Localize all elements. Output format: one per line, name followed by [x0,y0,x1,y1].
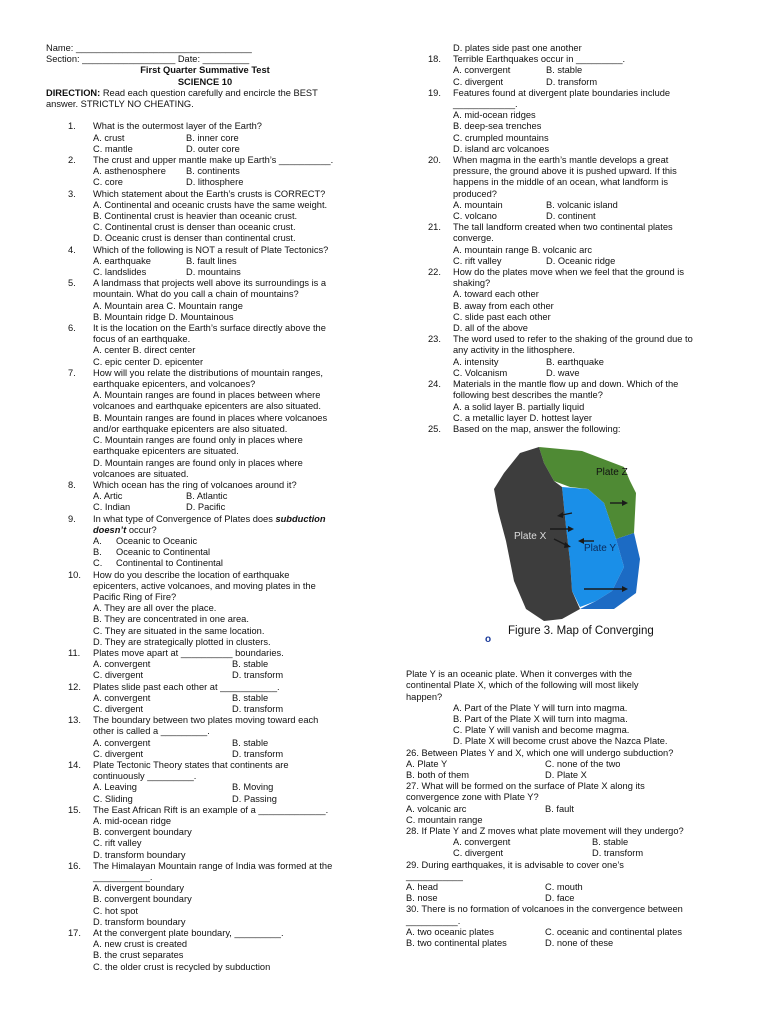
option: C. volcano [453,211,497,222]
option: C. Volcanism [453,367,508,378]
option: A. Leaving [93,782,137,793]
section-date-line: Section: __________________ Date: _________ [46,54,250,65]
q25-option: D. Plate X will become crust above the Nazca Plate. [453,736,668,747]
question-line: D. island arc volcanoes [453,143,550,154]
question-number: 20. [428,155,441,166]
question-line: A. new crust is created [93,939,188,950]
option: D. none of these [545,937,614,948]
option: B. stable [232,692,269,703]
option: A. convergent [93,692,151,703]
option: D. transform [232,670,284,681]
option: A. two oceanic plates [406,926,494,937]
option: A. convergent [453,65,511,76]
option: A. convergent [93,659,151,670]
question-line: A. Mountain area C. Mountain range [93,300,243,311]
questions-18-25 [406,54,731,435]
question-number: 2. [68,155,76,166]
question-line: D. all of the above [453,323,528,334]
question-line: happens in the middle of an ocean, what landform is [453,177,668,188]
question-25 [406,424,731,435]
map-caption: Figure 3. Map of Converging [508,625,654,638]
option: B. fault [545,803,574,814]
left-column [46,43,364,973]
q9-option [46,547,364,558]
question-line: following best describes the mantle? [453,390,603,401]
question-number: 6. [68,323,76,334]
q30-option-row [406,938,731,949]
option-row [406,200,731,211]
q29-option-row [406,893,731,904]
question-line: Pacific Ring of Fire? [93,591,177,602]
option: D. outer core [186,143,240,154]
question-21 [406,222,731,256]
q25-option: A. Part of the Plate Y will turn into magma. [453,702,628,713]
option: B. nose [406,893,438,904]
question-line: It is the location on the Earth’s surface directly above the [93,323,326,334]
option: B. inner core [186,132,239,143]
question-line: C. Continental crust is denser than oceanic crust. [93,222,296,233]
option-row [46,502,364,513]
question-10 [46,570,364,648]
option: B. earthquake [546,356,604,367]
question-number: 24. [428,379,441,390]
question-12 [46,682,364,693]
option: A. Plate Y [406,758,448,769]
option: C. divergent [93,748,144,759]
option: C. Indian [93,502,131,513]
option: A. crust [93,132,125,143]
option: C. mouth [545,881,583,892]
option-row [46,738,364,749]
option: B. fault lines [186,255,237,266]
plate-map-figure [484,441,684,649]
option-row [46,267,364,278]
question-line: converge. [453,233,494,244]
q29-text: ___________ [406,870,463,881]
option-text: Oceanic to Continental [116,547,211,558]
plate-y-label: Plate Y [584,543,617,555]
option: B. continents [186,166,240,177]
option-row [46,144,364,155]
option-row [406,256,731,267]
question-line: mountain. What do you call a chain of mountains? [93,289,299,300]
question-line: volcanoes are situated. [93,468,189,479]
option: B. stable [232,737,269,748]
option-text: Oceanic to Oceanic [116,535,198,546]
option: A. intensity [453,356,499,367]
option-row [406,65,731,76]
question-number: 4. [68,244,76,255]
option: C. core [93,177,123,188]
question-15 [46,805,364,861]
question-line: shaking? [453,278,491,289]
option: C. divergent [93,670,144,681]
option: A. convergent [453,837,511,848]
question-line: continuously _________. [93,771,197,782]
option-row [406,357,731,368]
question-line: A. Continental and oceanic crusts have the same weight. [93,199,328,210]
question-line: B. They are concentrated in one area. [93,614,249,625]
question-line: A. mid-ocean ridges [453,110,536,121]
q29-text: 29. During earthquakes, it is advisable to cover one’s [406,859,624,870]
option-row [46,704,364,715]
question-line: The crust and upper mantle make up Earth’s __________. [93,155,334,166]
question-number: 17. [68,928,81,939]
question-8 [46,480,364,491]
option: C. landslides [93,267,147,278]
option: A. earthquake [93,255,151,266]
question-line: B. convergent boundary [93,894,192,905]
option-row [46,491,364,502]
question-line: Which statement about the Earth’s crusts is CORRECT? [93,188,326,199]
question-line: C. Mountain ranges are found only in places where [93,435,303,446]
q30-text: __________. [406,915,461,926]
option: D. transform [592,848,644,859]
option: C. Sliding [93,793,133,804]
option-row [406,211,731,222]
q25-option: B. Part of the Plate X will turn into magma. [453,713,628,724]
question-line: A. Mountain ranges are found in places between where [93,390,321,401]
option-row [46,670,364,681]
question-11 [46,648,364,659]
question-22 [406,267,731,334]
question-line: D. Oceanic crust is denser than continental crust. [93,233,296,244]
question-line: earthquake epicenters, and volcanoes? [93,379,256,390]
q27-text: convergence zone with Plate Y? [406,792,539,803]
option-row [46,256,364,267]
question-number: 19. [428,87,441,98]
option-row [406,77,731,88]
question-number: 7. [68,367,76,378]
option: B. two continental plates [406,937,507,948]
question-number: 11. [68,647,81,658]
question-line: earthquake epicenters are situated. [93,446,239,457]
q26-option-row [406,770,731,781]
question-line: The boundary between two plates moving toward each [93,715,319,726]
question-line: How will you relate the distributions of mountain ranges, [93,367,323,378]
question-9: 9. In what type of Convergence of Plates does subduction doesn’t occur? [68,513,326,535]
question-number: 13. [68,715,81,726]
question-line: Plates slide past each other at ___________. [93,681,280,692]
question-number: 12. [68,681,81,692]
question-line: How do the plates move when we feel that the ground is [453,267,685,278]
q9-option [46,536,364,547]
option: D. wave [546,367,580,378]
question-7 [46,368,364,480]
question-line: pressure, the ground above it is pushed upward. If this [453,166,677,177]
option: B. stable [232,659,269,670]
direction-line: DIRECTION: Read each question carefully and encircle the BEST [46,87,318,98]
question-line: A. mid-ocean ridge [93,816,172,826]
question-line: focus of an earthquake. [93,334,191,345]
option: B. stable [546,65,583,76]
option-row [46,782,364,793]
q28-option-row [406,848,731,859]
option: D. lithosphere [186,177,244,188]
option: D. Plate X [545,769,587,780]
question-14 [46,760,364,782]
question-number: 10. [68,569,81,580]
question-line: Based on the map, answer the following: [453,423,621,434]
question-number: 14. [68,759,81,770]
option-row [46,177,364,188]
option: B. volcanic island [546,199,618,210]
map-mark: o [485,634,492,646]
question-line: C. epic center D. epicenter [93,356,204,367]
q25-text: continental Plate X, which of the following will most likely [406,680,639,691]
question-24 [406,379,731,424]
question-line: What is the outermost layer of the Earth? [93,121,262,132]
option-letter: A. [93,535,102,546]
question-line: The word used to refer to the shaking of the ground due to [453,334,693,345]
option: C. divergent [453,848,504,859]
option: D. transform [232,703,284,714]
question-line: D. They are strategically plotted in clusters. [93,636,271,647]
q26-option-row [406,759,731,770]
question-line: Which ocean has the ring of volcanoes around it? [93,479,297,490]
question-line: A. They are all over the place. [93,603,217,614]
question-line: B. convergent boundary [93,827,192,838]
question-line: Plates move apart at __________ boundaries. [93,647,284,658]
question-line: Terrible Earthquakes occur in _________. [453,54,626,65]
question-line: produced? [453,188,497,199]
question-number: 1. [68,121,76,132]
q25-text: happen? [406,691,443,702]
option-letter: C. [93,558,103,569]
plate-z-label: Plate Z [596,467,628,479]
question-line: A landmass that projects well above its surroundings is a [93,278,327,289]
q29-option-row [406,882,731,893]
question-line: B. the crust separates [93,950,184,961]
question-line: The Himalayan Mountain range of India was formed at the [93,860,333,871]
question-number: 5. [68,278,76,289]
question-number: 3. [68,188,76,199]
questions-25-30 [406,669,731,949]
option-row [46,693,364,704]
question-line: Materials in the mantle flow up and down. Which of the [453,379,679,390]
question-5 [46,278,364,323]
question-line: C. the older crust is recycled by subduction [93,961,271,972]
question-number: 8. [68,479,76,490]
option-row [406,368,731,379]
option: A. Artic [93,491,123,502]
question-line: other is called a _________. [93,726,210,737]
option: B. Moving [232,782,274,793]
option: A. volcanic arc [406,803,467,814]
q30-text: 30. There is no formation of volcanoes in the convergence between [406,904,683,915]
q9-option [46,558,364,569]
q25-text: Plate Y is an oceanic plate. When it converges with the [406,669,633,680]
question-20 [406,155,731,200]
option: D. transform [232,748,284,759]
question-23 [406,334,731,356]
question-number: 18. [428,54,441,65]
option: D. mountains [186,267,241,278]
option-row [46,659,364,670]
q27-text: 27. What will be formed on the surface of Plate X along its [406,781,645,792]
question-6 [46,323,364,368]
question-9-options [46,536,364,570]
option: D. continent [546,211,596,222]
name-line: Name: __________________________________ [46,43,252,53]
question-line: C. crumpled mountains [453,132,549,143]
test-subject: SCIENCE 10 [177,76,233,87]
option: C. oceanic and continental plates [545,926,682,937]
question-line: Plate Tectonic Theory states that continents are [93,759,289,770]
option: A. convergent [93,737,151,748]
question-line: volcanoes and earthquake epicenters are also situated. [93,401,321,412]
option: D. Oceanic ridge [546,255,616,266]
option-row [46,133,364,144]
question-line: D. transform boundary [93,849,186,860]
question-line: B. Mountain ranges are found in places where volcanoes [93,412,328,423]
question-13 [46,715,364,737]
question-line: When magma in the earth’s mantle develops a great [453,155,669,166]
question-line: D. transform boundary [93,916,186,927]
option: D. Passing [232,793,277,804]
question-line: any activity in the lithosphere. [453,345,575,356]
question-18 [406,54,731,65]
q26-text: 26. Between Plates Y and X, which one will undergo subduction? [406,747,674,758]
direction-line-2: answer. STRICTLY NO CHEATING. [46,99,194,110]
q17-option-d: D. plates side past one another [453,43,582,53]
option: C. none of the two [545,758,621,769]
option-row [46,749,364,760]
option-letter: B. [93,547,102,558]
question-2 [46,155,364,166]
option: A. asthenosphere [93,166,166,177]
question-line: B. deep-sea trenches [453,121,542,132]
option: B. Atlantic [186,491,228,502]
option: D. face [545,893,575,904]
question-line: C. a metallic layer D. hottest layer [453,412,592,423]
question-line: D. Mountain ranges are found only in places where [93,457,303,468]
question-number: 16. [68,860,81,871]
q27-option: C. mountain range [406,814,483,825]
question-line: A. mountain range B. volcanic arc [453,244,593,255]
option: A. head [406,881,439,892]
question-line: C. rift valley [93,838,142,849]
q30-option-row [406,927,731,938]
question-line: ____________. [453,99,518,110]
questions-10-17 [46,570,364,973]
plate-x-label: Plate X [514,531,547,543]
question-4 [46,245,364,256]
question-line: The tall landform created when two continental plates [453,222,673,233]
question-line: C. hot spot [93,905,138,916]
option: B. both of them [406,769,470,780]
q25-option: C. Plate Y will vanish and become magma. [453,725,630,736]
option-text: Continental to Continental [116,558,223,569]
question-line: epicenters, active volcanoes, and moving plates in the [93,580,316,591]
question-line: A. center B. direct center [93,345,196,356]
questions-1-8 [46,121,364,513]
question-3 [46,189,364,245]
question-16 [46,861,364,928]
question-line: How do you describe the location of earthquake [93,569,290,580]
question-line: B. Mountain ridge D. Mountainous [93,311,234,322]
right-column [406,43,731,949]
question-number: 25. [428,423,441,434]
question-1 [46,121,364,132]
question-line: Features found at divergent plate boundaries include [453,87,671,98]
option: D. Pacific [186,502,226,513]
q28-option-row [406,837,731,848]
question-line: A. a solid layer B. partially liquid [453,401,585,412]
option: B. stable [592,837,629,848]
option: D. transform [546,76,598,87]
option: C. divergent [453,76,504,87]
option: C. mantle [93,143,133,154]
question-line: Which of the following is NOT a result of Plate Tectonics? [93,244,329,255]
question-line: C. slide past each other [453,311,551,322]
question-line: B. away from each other [453,300,554,311]
option-row [46,166,364,177]
question-line: A. divergent boundary [93,883,184,894]
q27-option-row [406,804,731,815]
question-number: 15. [68,804,81,815]
q28-text: 28. If Plate Y and Z moves what plate movement will they undergo? [406,825,684,836]
option: A. mountain [453,199,503,210]
question-19 [406,88,731,155]
plate-map [484,441,684,649]
question-line: and/or earthquake epicenters are also situated. [93,423,288,434]
question-line: The East African Rift is an example of a _____________. [93,804,329,815]
option: C. rift valley [453,255,502,266]
option: C. divergent [93,703,144,714]
question-line: B. Continental crust is heavier than oceanic crust. [93,211,298,222]
question-line: At the convergent plate boundary, _________. [93,928,284,939]
test-title: First Quarter Summative Test [140,65,270,76]
question-number: 23. [428,334,441,345]
question-17 [46,928,364,973]
question-line: ___________. [93,872,153,883]
question-line: A. toward each other [453,289,539,300]
question-number: 21. [428,222,441,233]
question-number: 22. [428,267,441,278]
question-line: C. They are situated in the same location. [93,625,265,636]
option-row [46,794,364,805]
